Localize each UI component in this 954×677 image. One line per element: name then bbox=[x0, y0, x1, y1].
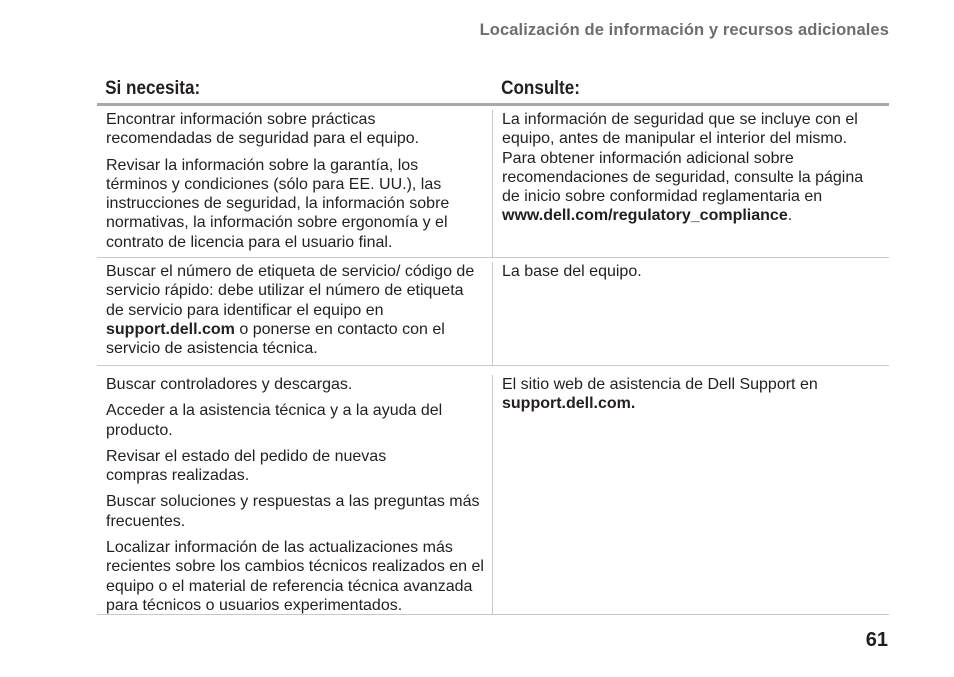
page-number: 61 bbox=[865, 629, 888, 651]
see-cell bbox=[493, 375, 889, 614]
see-text: La información de seguridad que se incluye con el equipo, antes de manipular el interior del mismo. Para obtener información adicional sobre recomendaciones de seguridad, consulte la página de inicio sobre conformidad reglamentaria en bbox=[502, 111, 864, 206]
need-cell bbox=[97, 262, 493, 365]
regulatory-compliance-link[interactable]: www.dell.com/regulatory_compliance bbox=[502, 207, 788, 225]
table-row bbox=[97, 106, 889, 258]
need-paragraph: Encontrar información sobre prácticas recomendadas de seguridad para el equipo. bbox=[106, 111, 420, 148]
table-row bbox=[97, 258, 889, 366]
table-row bbox=[97, 366, 889, 615]
need-text: Buscar el número de etiqueta de servicio/ código de servicio rápido: debe utilizar el número de etiqueta de servicio para identificar el equipo en bbox=[106, 263, 475, 319]
see-paragraph bbox=[502, 110, 880, 226]
need-paragraph: Localizar información de las actualizaciones más recientes sobre los cambios técnicos realizados en el equipo o el material de referencia técnica avanzada para técnicos o usuarios experimentados. bbox=[106, 539, 484, 614]
see-cell bbox=[493, 110, 889, 257]
support-link[interactable]: support.dell.com bbox=[106, 320, 235, 338]
need-paragraph bbox=[106, 262, 484, 358]
need-paragraph: Acceder a la asistencia técnica y a la ayuda del producto. bbox=[106, 402, 443, 439]
need-suffix: o ponerse en contacto con el servicio de asistencia técnica. bbox=[106, 320, 445, 358]
running-header: Localización de información y recursos adicionales bbox=[479, 21, 889, 39]
need-cell bbox=[97, 110, 493, 257]
need-paragraph: Revisar la información sobre la garantía, los términos y condiciones (sólo para EE. UU.), las instrucciones de seguridad, la información sobre normativas, la información sobre ergonomía y el contrato de licencia para el usuario final. bbox=[106, 156, 450, 251]
need-paragraph: Buscar controladores y descargas. bbox=[106, 376, 353, 393]
col-header-see: Consulte: bbox=[501, 78, 580, 99]
support-link[interactable]: support.dell.com. bbox=[502, 395, 636, 413]
see-suffix: . bbox=[787, 207, 793, 225]
info-table bbox=[97, 76, 889, 615]
col-header-need: Si necesita: bbox=[105, 78, 201, 99]
need-cell bbox=[97, 375, 493, 614]
see-paragraph: La base del equipo. bbox=[502, 263, 642, 280]
need-paragraph: Buscar soluciones y respuestas a las preguntas más frecuentes. bbox=[106, 493, 480, 530]
table-header bbox=[97, 76, 889, 106]
see-text: El sitio web de asistencia de Dell Support en bbox=[502, 376, 818, 393]
see-cell bbox=[493, 262, 889, 365]
see-paragraph bbox=[502, 375, 872, 414]
need-paragraph: Revisar el estado del pedido de nuevas compras realizadas. bbox=[106, 447, 387, 485]
